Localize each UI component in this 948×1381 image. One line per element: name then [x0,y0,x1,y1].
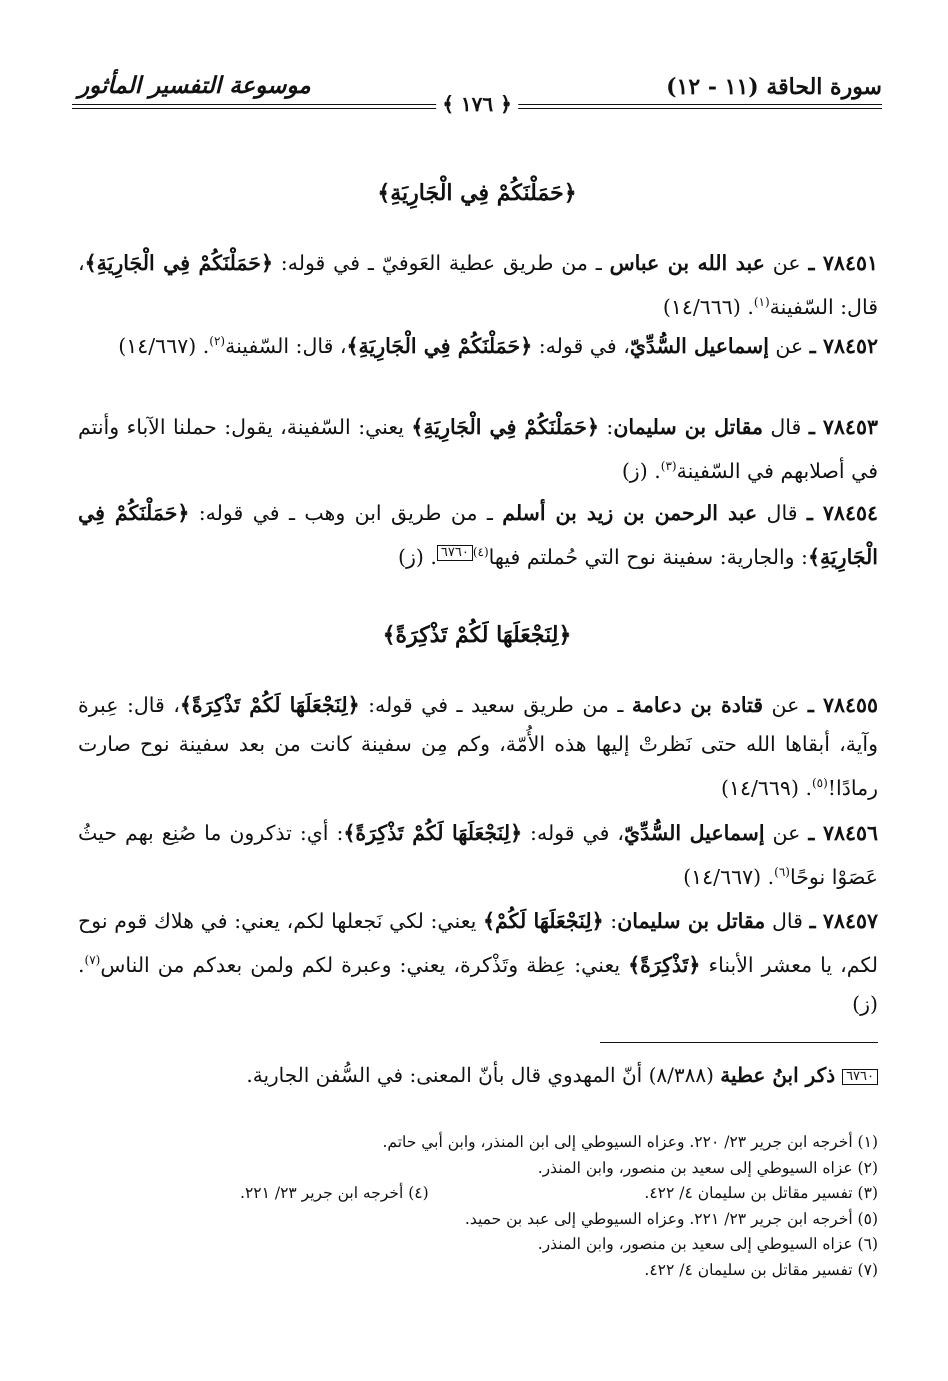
entry-78457: ٧٨٤٥٧ ـ قال مقاتل بن سليمان: ﴿لِنَجْعَلَهَا لَكُمْ﴾ يعني: لكي نَجعلها لكم، يعني: في هلاك قوم نوح لكم، يا معشر الأبناء ﴿تَذْكِرَةً﴾ يعني: عِظة وتَذْكرة، يعني: وعبرة لكم ولمن بعدكم من الناس$^{(٧)}$. (ز) [78,909,878,1016]
narrator-name: مقاتل بن سليمان [613,415,763,439]
entry-78455: ٧٨٤٥٥ ـ عن قتادة بن دعامة ـ من طريق سعيد ـ في قوله: ﴿لِنَجْعَلَهَا لَكُمْ تَذْكِرَةً﴾، قال: عِبرة وآية، أبقاها الله حتى نَظرتْ إليها هذه الأُمّة، وكم مِن سفينة كانت من بعد سفينة نوح صارت رمادًا!$^{(٥)}$. (١٤/٦٦٩) [78,693,879,800]
footnote-ref: (٤) [472,545,489,559]
footnote: (٢) عزاه السيوطي إلى سعيد بن منصور، وابن المنذر. [537,1158,878,1177]
footnotes [240,1130,878,1283]
footnote: (٣) تفسير مقاتل بن سليمان ٤/ ٤٢٢. [644,1184,878,1202]
narrator-name: إسماعيل السُّدِّيّ [629,333,769,358]
narrator-name: عبد الله بن عباس [609,251,765,275]
footnote-ref: (١) [753,295,770,309]
quran-quote: ﴿حَمَلْنَكُمْ فِي الْجَارِيَةِ﴾ [78,501,878,569]
quran-quote: ﴿حَمَلْنَكُمْ فِي الْجَارِيَةِ﴾ [411,415,599,439]
quran-quote: ﴿لِنَجْعَلَهَا لَكُمْ تَذْكِرَةً﴾ [343,821,523,845]
narrator-name: مقاتل بن سليمان [617,909,766,933]
entry-78452: ٧٨٤٥٢ ـ عن إسماعيل السُّدِّيّ، في قوله: ﴿حَمَلْنَكُمْ فِي الْجَارِيَةِ﴾، قال: السّفينة$^{(٢)}$. (١٤/٦٦٧) [118,333,878,358]
footnote: (١) أخرجه ابن جرير ٢٣/ ٢٢٠. وعزاه السيوطي إلى ابن المنذر، وابن أبي حاتم. [382,1133,878,1151]
footnote: (٧) تفسير مقاتل بن سليمان ٤/ ٤٢٢. [644,1260,878,1279]
book-title: موسوعة التفسير المأثور [78,72,311,99]
entry-78456: ٧٨٤٥٦ ـ عن إسماعيل السُّدِّيّ، في قوله: ﴿لِنَجْعَلَهَا لَكُمْ تَذْكِرَةً﴾: أي: تذكرون ما صُنِع بهم حيثُ عَصَوْا نوحًا$^{(٦)}$. (١٤/٦٦٧) [78,821,878,889]
footnote: (٦) عزاه السيوطي إلى سعيد بن منصور، وابن المنذر. [537,1235,878,1253]
notes-divider [600,1042,878,1043]
page-number: ﴿ ١٧٦ ﴾ [436,92,518,116]
note-marker-box: ٦٧٦٠ [437,545,473,561]
footnote-ref: (٣) [660,459,677,473]
surah-title: سورة الحاقة (١١ - ١٢) [666,74,882,100]
footnote-ref: (٥) [811,776,828,790]
quran-quote: ﴿تَذْكِرَةً﴾ [628,952,701,977]
footnote-ref: (٦) [774,865,790,879]
note-marker-box: ٦٧٦٠ [842,1069,878,1085]
quran-quote: ﴿لِنَجْعَلَهَا لَكُمْ﴾ [483,909,604,933]
page-header [72,68,882,118]
quran-quote: ﴿حَمَلْنَكُمْ فِي الْجَارِيَةِ﴾ [346,333,533,358]
footnote: (٥) أخرجه ابن جرير ٢٣/ ٢٢١. وعزاه السيوطي إلى عبد بن حميد. [464,1209,878,1228]
entry-78451: ٧٨٤٥١ ـ عن عبد الله بن عباس ـ من طريق عطية العَوفيّ ـ في قوله: ﴿حَمَلْنَكُمْ فِي الْجَارِيَةِ﴾، قال: السّفينة$^{(١)}$. (١٤/٦٦٦) [78,251,878,319]
footnote-ref: (٢) [209,334,226,348]
narrator-name: إسماعيل السُّدِّيّ [624,821,765,845]
narrator-name: قتادة بن دعامة [631,693,764,717]
editor-note: ٦٧٦٠ ذكر ابنُ عطية (٨/٣٨٨) أنّ المهدوي قال بأنّ المعنى: في السُّفن الجارية. [78,1060,878,1090]
section-heading-1: ﴿حَمَلْنَكُمْ فِي الْجَارِيَةِ﴾ [377,180,577,206]
quran-quote: ﴿لِنَجْعَلَهَا لَكُمْ تَذْكِرَةً﴾ [179,693,360,717]
narrator-name: عبد الرحمن بن زيد بن أسلم [502,501,758,525]
entry-78454: ٧٨٤٥٤ ـ قال عبد الرحمن بن زيد بن أسلم ـ من طريق ابن وهب ـ في قوله: ﴿حَمَلْنَكُمْ فِي الْجَارِيَةِ﴾: والجارية: سفينة نوح التي حُملتم فيها$^{(٤)}$٦٧٦٠. (ز) [78,501,878,569]
section-heading-2: ﴿لِنَجْعَلَهَا لَكُمْ تَذْكِرَةً﴾ [382,622,572,648]
entry-78453: ٧٨٤٥٣ ـ قال مقاتل بن سليمان: ﴿حَمَلْنَكُمْ فِي الْجَارِيَةِ﴾ يعني: السّفينة، يقول: حملنا الآباء وأنتم في أصلابهم في السّفينة$^{(٣)}$. (ز) [78,415,878,483]
footnote: (٤) أخرجه ابن جرير ٢٣/ ٢٢١. [240,1184,429,1202]
footnote-ref: (٧) [84,953,101,967]
quran-quote: ﴿حَمَلْنَكُمْ فِي الْجَارِيَةِ﴾ [84,251,273,275]
footnote-pair [240,1181,878,1207]
